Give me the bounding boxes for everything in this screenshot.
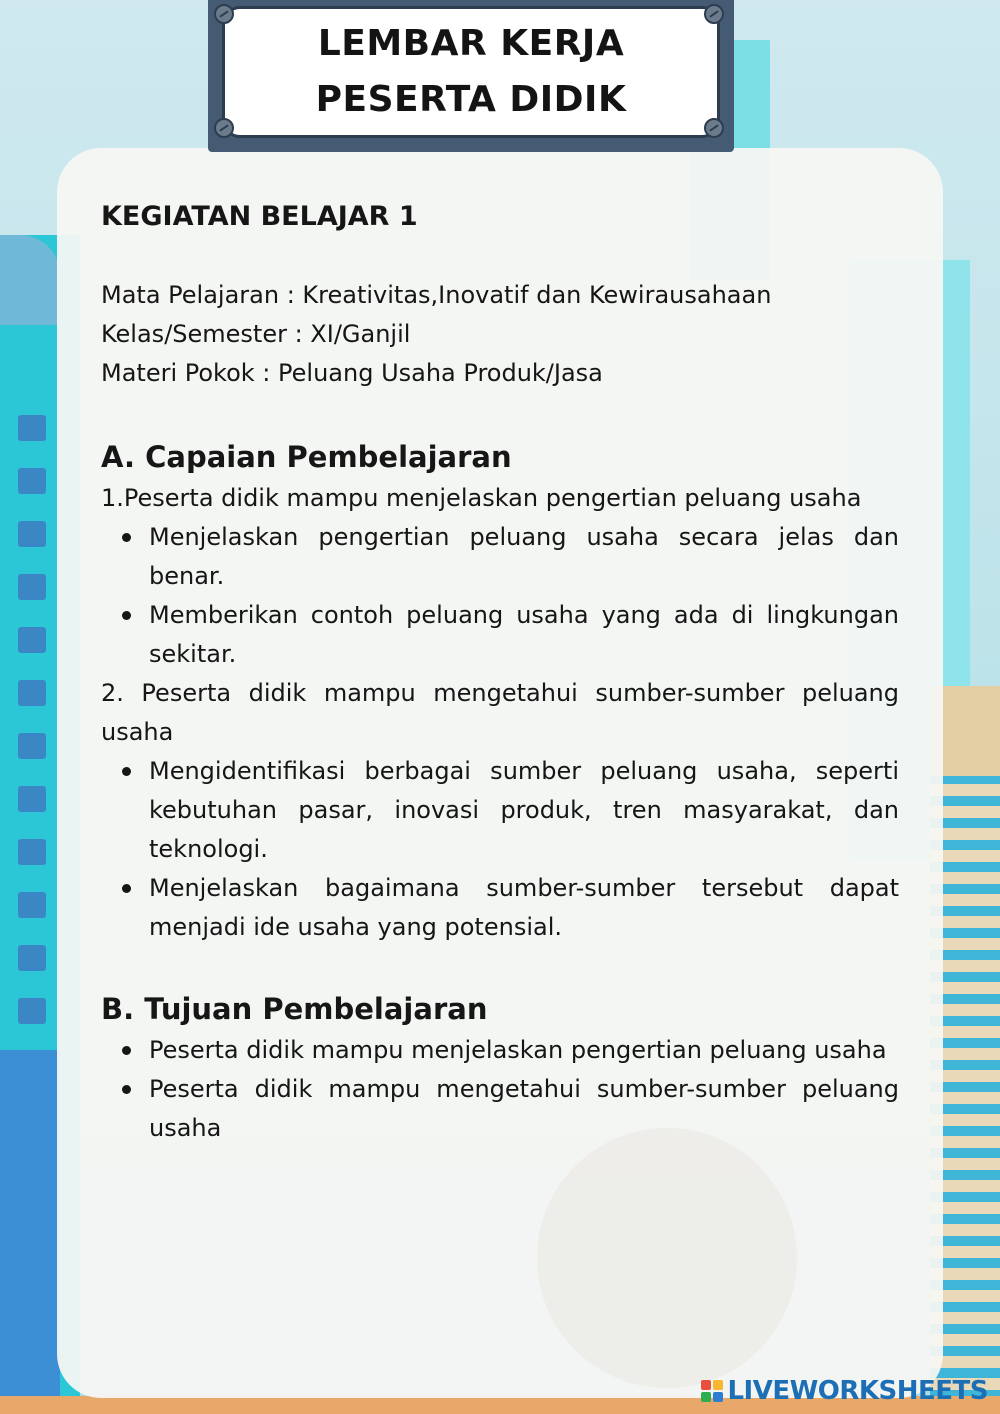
building-window	[18, 521, 46, 547]
building-window	[18, 998, 46, 1024]
building-window	[18, 574, 46, 600]
background-building	[0, 1050, 60, 1414]
building-window	[18, 786, 46, 812]
materi-pokok: Materi Pokok : Peluang Usaha Produk/Jasa	[101, 359, 603, 387]
building-window	[18, 627, 46, 653]
mata-pelajaran: Mata Pelajaran : Kreativitas,Inovatif dan Kewirausahaan	[101, 281, 772, 309]
section-b-heading: B. Tujuan Pembelajaran	[101, 992, 488, 1026]
building-window	[18, 733, 46, 759]
logo-square	[713, 1380, 723, 1390]
building-window	[18, 839, 46, 865]
bolt-icon	[214, 4, 234, 24]
logo-square	[701, 1392, 711, 1402]
header-title-line1: LEMBAR KERJA	[317, 23, 625, 64]
bolt-icon	[214, 118, 234, 138]
list-item: Mengidentifikasi berbagai sumber peluang usaha, seperti kebutuhan pasar, inovasi produk, tren masyarakat, dan teknologi.	[149, 752, 899, 869]
list-item: Peserta didik mampu mengetahui sumber-sumber peluang usaha	[149, 1070, 899, 1148]
lesson-info	[101, 276, 899, 393]
section-a-point-1-list	[101, 518, 899, 674]
section-b-list	[101, 1031, 899, 1148]
worksheet-content	[101, 196, 899, 1148]
list-item: Memberikan contoh peluang usaha yang ada di lingkungan sekitar.	[149, 596, 899, 674]
list-item: Menjelaskan bagaimana sumber-sumber tersebut dapat menjadi ide usaha yang potensial.	[149, 869, 899, 947]
building-window	[18, 415, 46, 441]
liveworksheets-logo-icon	[701, 1380, 723, 1402]
building-window	[18, 945, 46, 971]
section-a-point-2: 2. Peserta didik mampu mengetahui sumber-sumber peluang usaha	[101, 679, 899, 746]
list-item: Peserta didik mampu menjelaskan pengertian peluang usaha	[149, 1031, 899, 1070]
bolt-icon	[704, 4, 724, 24]
logo-square	[701, 1380, 711, 1390]
kegiatan-title: KEGIATAN BELAJAR 1	[101, 201, 418, 232]
card-watermark-illustration	[537, 1128, 797, 1388]
list-item: Menjelaskan pengertian peluang usaha secara jelas dan benar.	[149, 518, 899, 596]
section-a-point-2-list	[101, 752, 899, 947]
header-sign	[222, 6, 720, 138]
logo-square	[713, 1392, 723, 1402]
bolt-icon	[704, 118, 724, 138]
building-window	[18, 680, 46, 706]
logo-text: LIVEWORKSHEETS	[727, 1376, 988, 1406]
header-title-line2: PESERTA DIDIK	[315, 79, 627, 120]
section-a-heading: A. Capaian Pembelajaran	[101, 440, 512, 474]
section-a-point-1: 1.Peserta didik mampu menjelaskan pengertian peluang usaha	[101, 484, 862, 512]
kelas-semester: Kelas/Semester : XI/Ganjil	[101, 320, 411, 348]
building-window	[18, 468, 46, 494]
building-window	[18, 892, 46, 918]
liveworksheets-logo[interactable]	[701, 1374, 988, 1408]
